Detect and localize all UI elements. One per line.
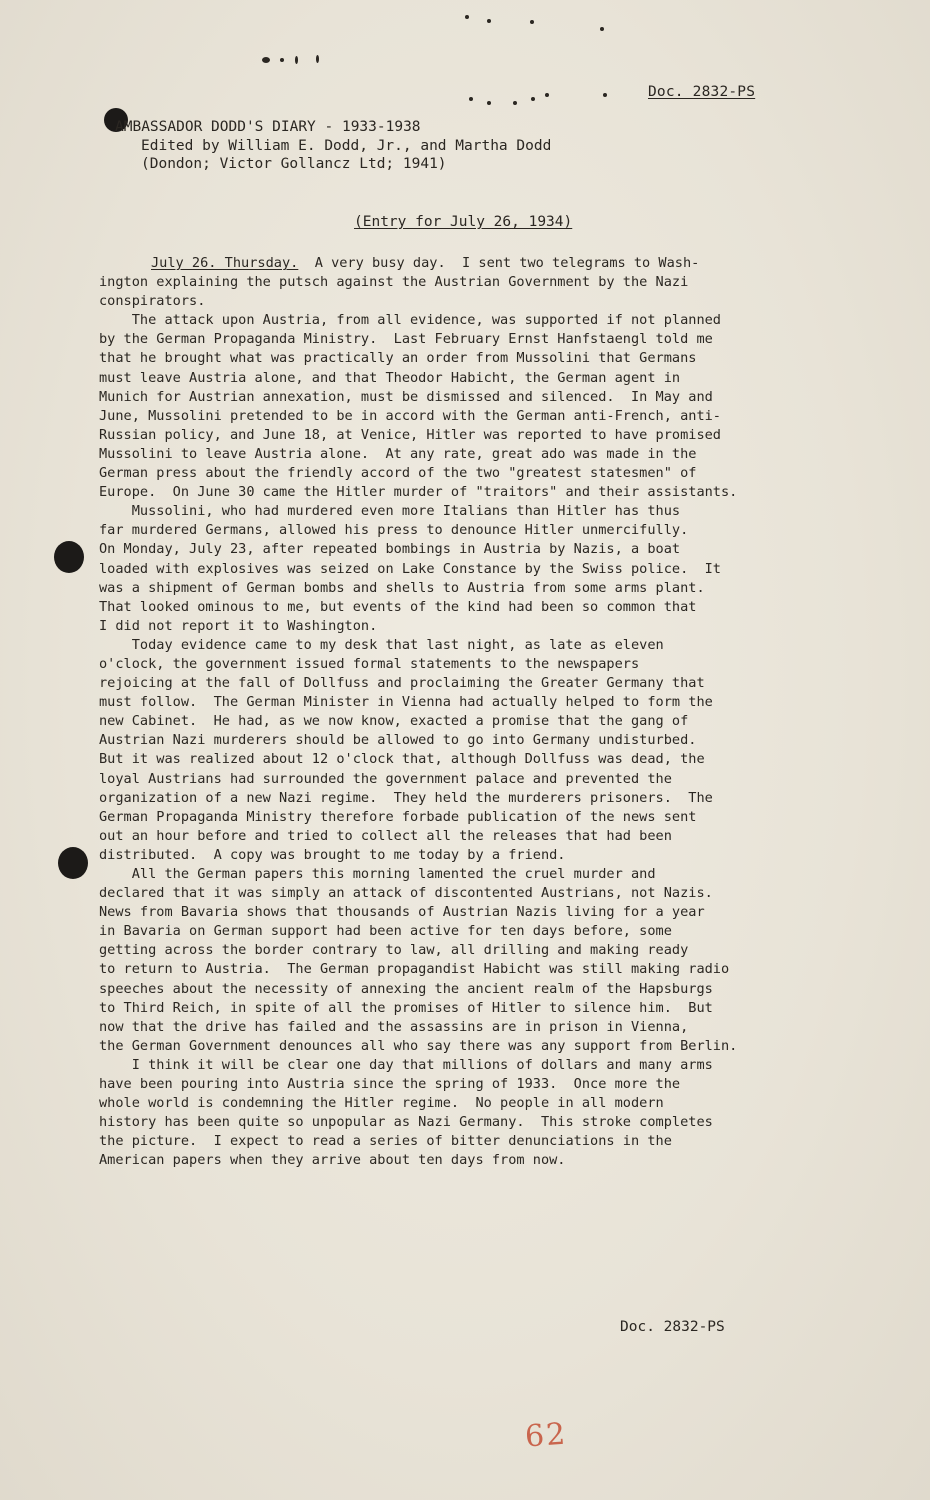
paragraph-line: The attack upon Austria, from all evidence, was supported if not planned	[99, 312, 721, 329]
document-number-top: Doc. 2832-PS	[648, 84, 756, 100]
document-header	[115, 118, 551, 174]
paragraph-line: conspirators.	[99, 293, 206, 310]
paragraph-line: far murdered Germans, allowed his press to denounce Hitler unmercifully.	[99, 522, 689, 539]
paragraph-line: speeches about the necessity of annexing the ancient realm of the Hapsburgs	[99, 980, 713, 997]
paragraph-line: Munich for Austrian annexation, must be dismissed and silenced. In May and	[99, 388, 713, 405]
paragraph-line: ington explaining the putsch against the Austrian Government by the Nazi	[99, 274, 689, 291]
document-title: AMBASSADOR DODD'S DIARY - 1933-1938	[115, 119, 421, 135]
paragraph-line: rejoicing at the fall of Dollfuss and proclaiming the Greater Germany that	[99, 675, 705, 692]
entry-date: July 26. Thursday.	[151, 255, 299, 271]
editors-line: Edited by William E. Dodd, Jr., and Martha Dodd	[141, 137, 552, 154]
paragraph-line: have been pouring into Austria since the spring of 1933. Once more the	[99, 1076, 681, 1093]
document-number-bottom: Doc. 2832-PS	[620, 1319, 725, 1335]
paragraph-line: loaded with explosives was seized on Lake Constance by the Swiss police. It	[99, 560, 721, 577]
paragraph-line: out an hour before and tried to collect all the releases that had been	[99, 827, 672, 844]
paragraph-line: Mussolini, who had murdered even more Italians than Hitler has thus	[99, 503, 681, 520]
paragraph-line: whole world is condemning the Hitler regime. No people in all modern	[99, 1095, 664, 1112]
paragraph-line: was a shipment of German bombs and shells to Austria from some arms plant.	[99, 579, 705, 596]
paragraph-line: organization of a new Nazi regime. They held the murderers prisoners. The	[99, 789, 713, 806]
paragraph-line: German press about the friendly accord of the two "greatest statesmen" of	[99, 465, 697, 482]
paragraph-line: German Propaganda Ministry therefore forbade publication of the news sent	[99, 808, 697, 825]
paragraph-line: American papers when they arrive about ten days from now.	[99, 1152, 566, 1169]
paragraph-line: On Monday, July 23, after repeated bombings in Austria by Nazis, a boat	[99, 541, 681, 558]
paragraph-line: now that the drive has failed and the assassins are in prison in Vienna,	[99, 1018, 689, 1035]
paragraph-line: getting across the border contrary to law, all drilling and making ready	[99, 942, 689, 959]
paragraph-line: Today evidence came to my desk that last night, as late as eleven	[99, 636, 664, 653]
paragraph-line: declared that it was simply an attack of discontented Austrians, not Nazis.	[99, 885, 713, 902]
paragraph-line: new Cabinet. He had, as we now know, exacted a promise that the gang of	[99, 713, 689, 730]
paragraph-1-cont	[99, 273, 859, 311]
paragraph-1	[99, 254, 859, 273]
entry-heading-text: (Entry for July 26, 1934)	[354, 214, 573, 230]
paragraph-line: that he brought what was practically an order from Mussolini that Germans	[99, 350, 697, 367]
paragraph-3	[99, 502, 859, 636]
paragraph-line: the picture. I expect to read a series of bitter denunciations in the	[99, 1133, 672, 1150]
paragraph-line: I think it will be clear one day that millions of dollars and many arms	[99, 1056, 713, 1073]
paragraph-line: distributed. A copy was brought to me today by a friend.	[99, 846, 566, 863]
entry-heading	[354, 214, 572, 230]
paragraph-line: to return to Austria. The German propagandist Habicht was still making radio	[99, 961, 730, 978]
paragraph-line: o'clock, the government issued formal statements to the newspapers	[99, 655, 640, 672]
paragraph-line: to Third Reich, in spite of all the promises of Hitler to silence him. But	[99, 999, 713, 1016]
paragraph-line: by the German Propaganda Ministry. Last February Ernst Hanfstaengl told me	[99, 331, 713, 348]
paragraph-line: must leave Austria alone, and that Theodor Habicht, the German agent in	[99, 369, 681, 386]
paragraph-line: I did not report it to Washington.	[99, 617, 378, 634]
paragraph-line: Austrian Nazi murderers should be allowed to go into Germany undisturbed.	[99, 732, 697, 749]
diary-body	[99, 254, 859, 1171]
paragraph-6	[99, 1056, 859, 1171]
paragraph-line: A very busy day. I sent two telegrams to Wash-	[298, 255, 700, 271]
paragraph-line: must follow. The German Minister in Vienna had actually helped to form the	[99, 694, 713, 711]
paragraph-line: News from Bavaria shows that thousands of Austrian Nazis living for a year	[99, 904, 705, 921]
publisher-line: (Dondon; Victor Gollancz Ltd; 1941)	[141, 156, 447, 172]
paragraph-line: Mussolini to leave Austria alone. At any rate, great ado was made in the	[99, 445, 697, 462]
paragraph-5	[99, 865, 859, 1056]
paragraph-2	[99, 311, 859, 502]
paragraph-line: All the German papers this morning lamented the cruel murder and	[99, 866, 656, 882]
paragraph-line: June, Mussolini pretended to be in accord with the German anti-French, anti-	[99, 407, 721, 424]
paragraph-line: Europe. On June 30 came the Hitler murder of "traitors" and their assistants.	[99, 484, 738, 501]
punch-hole-upper	[54, 541, 84, 573]
paragraph-line: But it was realized about 12 o'clock that, although Dollfuss was dead, the	[99, 751, 705, 768]
paragraph-line: the German Government denounces all who say there was any support from Berlin.	[99, 1037, 738, 1054]
punch-hole-lower	[58, 847, 88, 879]
paragraph-line: loyal Austrians had surrounded the government palace and prevented the	[99, 770, 672, 787]
handwritten-page-number: 62	[523, 1416, 569, 1455]
paragraph-4	[99, 636, 859, 865]
paragraph-line: in Bavaria on German support had been active for ten days before, some	[99, 923, 672, 940]
paragraph-line: history has been quite so unpopular as Nazi Germany. This stroke completes	[99, 1114, 713, 1131]
paragraph-line: That looked ominous to me, but events of the kind had been so common that	[99, 598, 697, 615]
paragraph-line: Russian policy, and June 18, at Venice, Hitler was reported to have promised	[99, 426, 721, 443]
